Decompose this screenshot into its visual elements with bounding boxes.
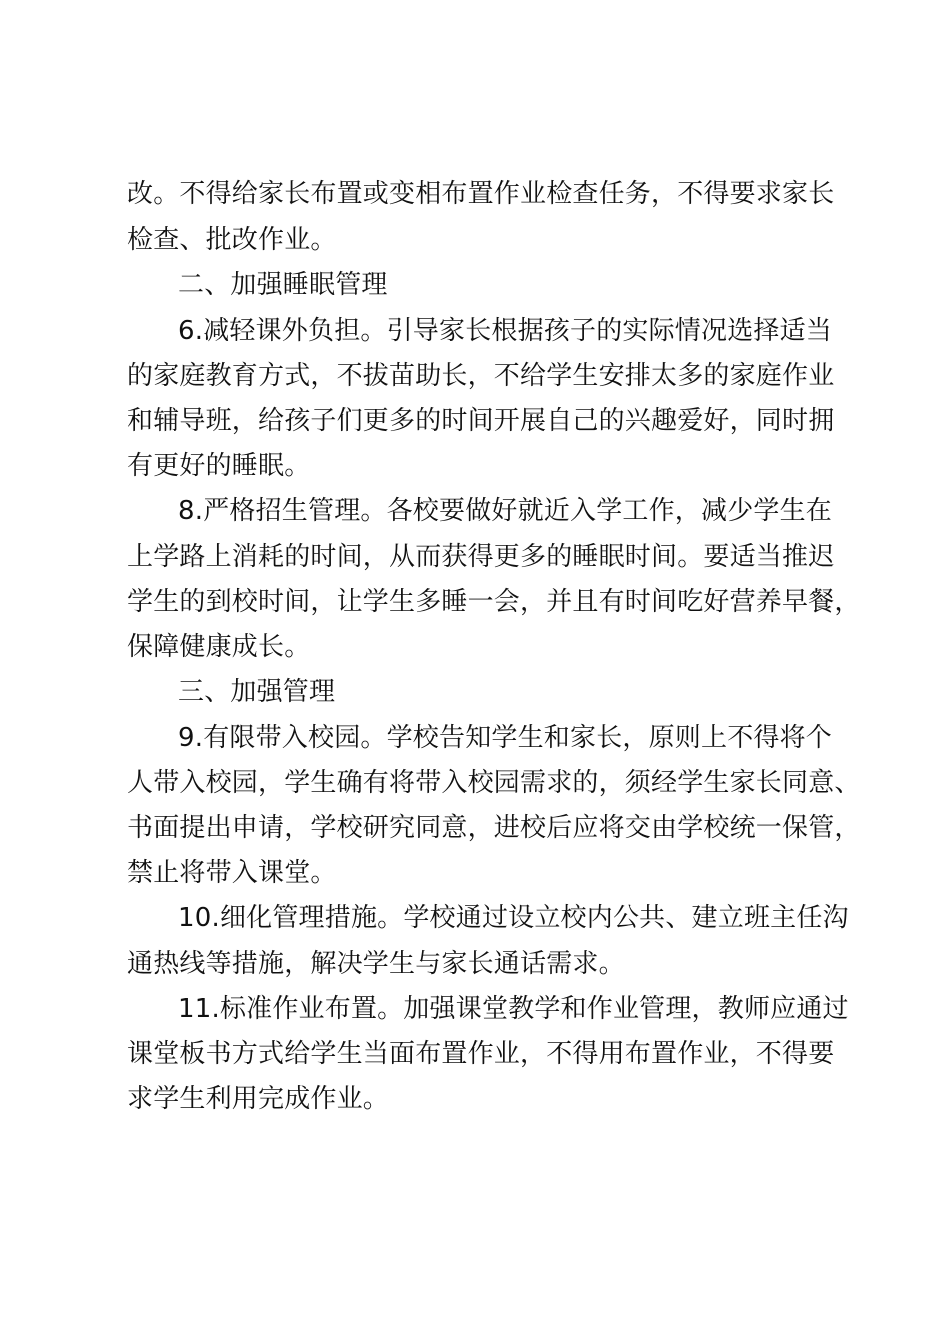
text-line: 课堂板书方式给学生当面布置作业，不得用布置作业，不得要 (127, 1039, 835, 1069)
text-line: 上学路上消耗的时间，从而获得更多的睡眠时间。要适当推迟 (127, 542, 835, 572)
text-line: 有更好的睡眠。 (127, 451, 311, 481)
text-line: 禁止将带入课堂。 (127, 858, 337, 888)
text-line: 求学生利用完成作业。 (127, 1084, 390, 1114)
text-line: 检查、批改作业。 (127, 225, 337, 255)
section-heading: 二、加强睡眠管理 (178, 270, 388, 300)
paragraph-start: 11.标准作业布置。加强课堂教学和作业管理，教师应通过 (178, 994, 849, 1024)
text-line: 学生的到校时间，让学生多睡一会，并且有时间吃好营养早餐， (127, 587, 861, 617)
paragraph-start: 9.有限带入校园。学校告知学生和家长，原则上不得将个 (178, 723, 833, 753)
text-line: 保障健康成长。 (127, 632, 311, 662)
paragraph-start: 6.减轻课外负担。引导家长根据孩子的实际情况选择适当 (178, 316, 833, 346)
paragraph-start: 10.细化管理措施。学校通过设立校内公共、建立班主任沟 (178, 903, 849, 933)
text-line: 的家庭教育方式，不拔苗助长，不给学生安排太多的家庭作业 (127, 361, 835, 391)
section-heading: 三、加强管理 (178, 677, 336, 707)
text-line: 通热线等措施，解决学生与家长通话需求。 (127, 949, 625, 979)
paragraph-start: 8.严格招生管理。各校要做好就近入学工作，减少学生在 (178, 496, 833, 526)
text-line: 人带入校园，学生确有将带入校园需求的，须经学生家长同意、 (127, 768, 861, 798)
text-line: 改。不得给家长布置或变相布置作业检查任务，不得要求家长 (127, 179, 835, 209)
text-line: 书面提出申请，学校研究同意，进校后应将交由学校统一保管， (127, 813, 861, 843)
text-line: 和辅导班，给孩子们更多的时间开展自己的兴趣爱好，同时拥 (127, 406, 835, 436)
